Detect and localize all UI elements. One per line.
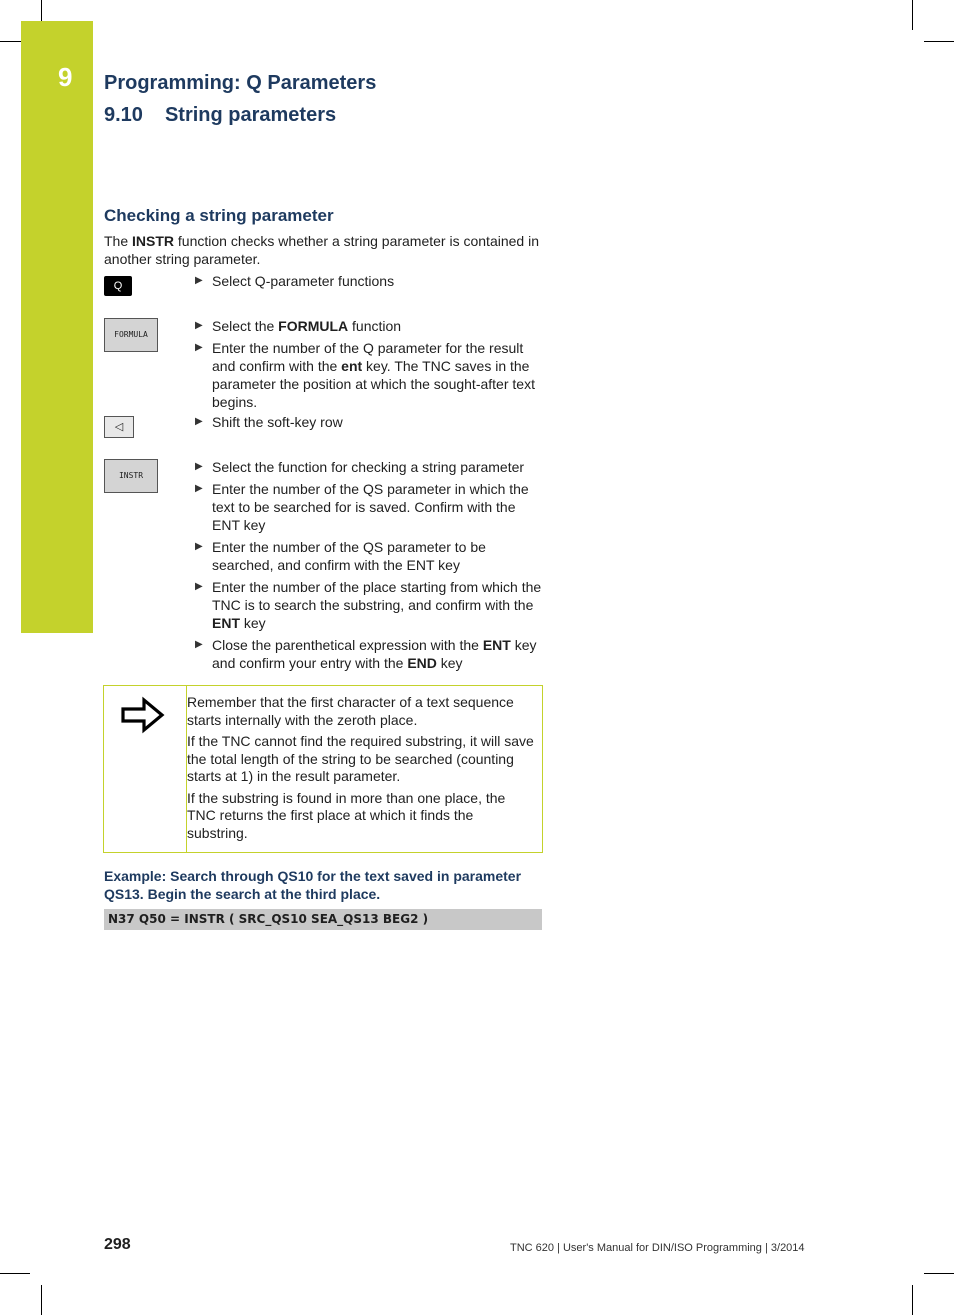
crop-mark bbox=[924, 1273, 954, 1274]
formula-softkey-icon: FORMULA bbox=[104, 318, 158, 352]
triangle-right-icon: ▶ bbox=[195, 461, 203, 472]
triangle-right-icon: ▶ bbox=[195, 483, 203, 494]
code-block bbox=[104, 909, 542, 930]
list-item: ▶ Enter the number of the place starting from which the TNC is to search the substring, and confirm with the ENT key bbox=[195, 579, 542, 631]
code-line: N37 Q50 = INSTR ( SRC_QS10 SEA_QS13 BEG2 ) bbox=[108, 912, 429, 926]
crop-mark bbox=[912, 0, 913, 30]
note-box bbox=[103, 685, 543, 853]
crop-mark bbox=[0, 1273, 30, 1274]
triangle-right-icon: ▶ bbox=[195, 581, 203, 592]
crop-mark bbox=[912, 1285, 913, 1315]
note-paragraph: If the substring is found in more than one place, the TNC returns the first place at which it finds the substring. bbox=[187, 789, 506, 841]
chapter-number: 9 bbox=[58, 62, 73, 92]
list-item: ▶ Select Q-parameter functions bbox=[195, 273, 395, 289]
step-row bbox=[104, 317, 544, 413]
intro-paragraph: The INSTR function checks whether a string parameter is contained in another string parameter. bbox=[104, 233, 539, 267]
note-paragraph: Remember that the first character of a text sequence starts internally with the zeroth place. bbox=[187, 694, 514, 728]
triangle-right-icon: ▶ bbox=[195, 342, 203, 353]
triangle-right-icon: ▶ bbox=[195, 541, 203, 552]
triangle-right-icon: ▶ bbox=[195, 416, 203, 427]
chapter-title: Programming: Q Parameters bbox=[104, 72, 377, 94]
procedure-steps bbox=[104, 272, 544, 676]
example-heading: Example: Search through QS10 for the text saved in parameter QS13. Begin the search at the third place. bbox=[104, 868, 522, 902]
instr-keyword: INSTR bbox=[132, 233, 175, 249]
list-item: ▶ Enter the number of the QS parameter in which the text to be searched for is saved. Confirm with the ENT key bbox=[195, 481, 529, 533]
note-paragraph: If the TNC cannot find the required substring, it will save the total length of the string to be searched (counting starts at 1) in the result parameter. bbox=[187, 733, 534, 784]
chapter-tab bbox=[21, 21, 93, 633]
step-row bbox=[104, 272, 544, 317]
list-item: ▶ Enter the number of the QS parameter to be searched, and confirm with the ENT key bbox=[195, 539, 486, 573]
footer-text: TNC 620 | User's Manual for DIN/ISO Programming | 3/2014 bbox=[510, 1242, 805, 1254]
list-item: ▶ Select the function for checking a string parameter bbox=[195, 459, 525, 475]
q-key-icon: Q bbox=[104, 276, 132, 296]
step-row bbox=[104, 413, 544, 458]
list-item: ▶ Select the FORMULA function bbox=[195, 318, 402, 334]
triangle-right-icon: ▶ bbox=[195, 639, 203, 650]
shift-softkey-row-icon: ◁ bbox=[104, 416, 134, 438]
section-header bbox=[104, 104, 336, 127]
crop-mark bbox=[41, 1285, 42, 1315]
arrow-right-outline-icon bbox=[120, 696, 166, 734]
section-number: 9.10 bbox=[104, 104, 143, 126]
list-item: ▶ Enter the number of the Q parameter for the result and confirm with the ent key. The TNC saves in the parameter the position at which the sought-after text begins. bbox=[195, 340, 535, 410]
section-title: String parameters bbox=[164, 104, 337, 126]
triangle-right-icon: ▶ bbox=[195, 275, 203, 286]
instr-softkey-icon: INSTR bbox=[104, 459, 158, 493]
subsection-heading: Checking a string parameter bbox=[104, 206, 334, 225]
page-number: 298 bbox=[104, 1236, 131, 1253]
triangle-right-icon: ▶ bbox=[195, 320, 203, 331]
step-row bbox=[104, 458, 544, 676]
list-item: ▶ Shift the soft-key row bbox=[195, 414, 343, 430]
list-item: ▶ Close the parenthetical expression with the ENT key and confirm your entry with the END key bbox=[195, 637, 537, 671]
crop-mark bbox=[924, 41, 954, 42]
